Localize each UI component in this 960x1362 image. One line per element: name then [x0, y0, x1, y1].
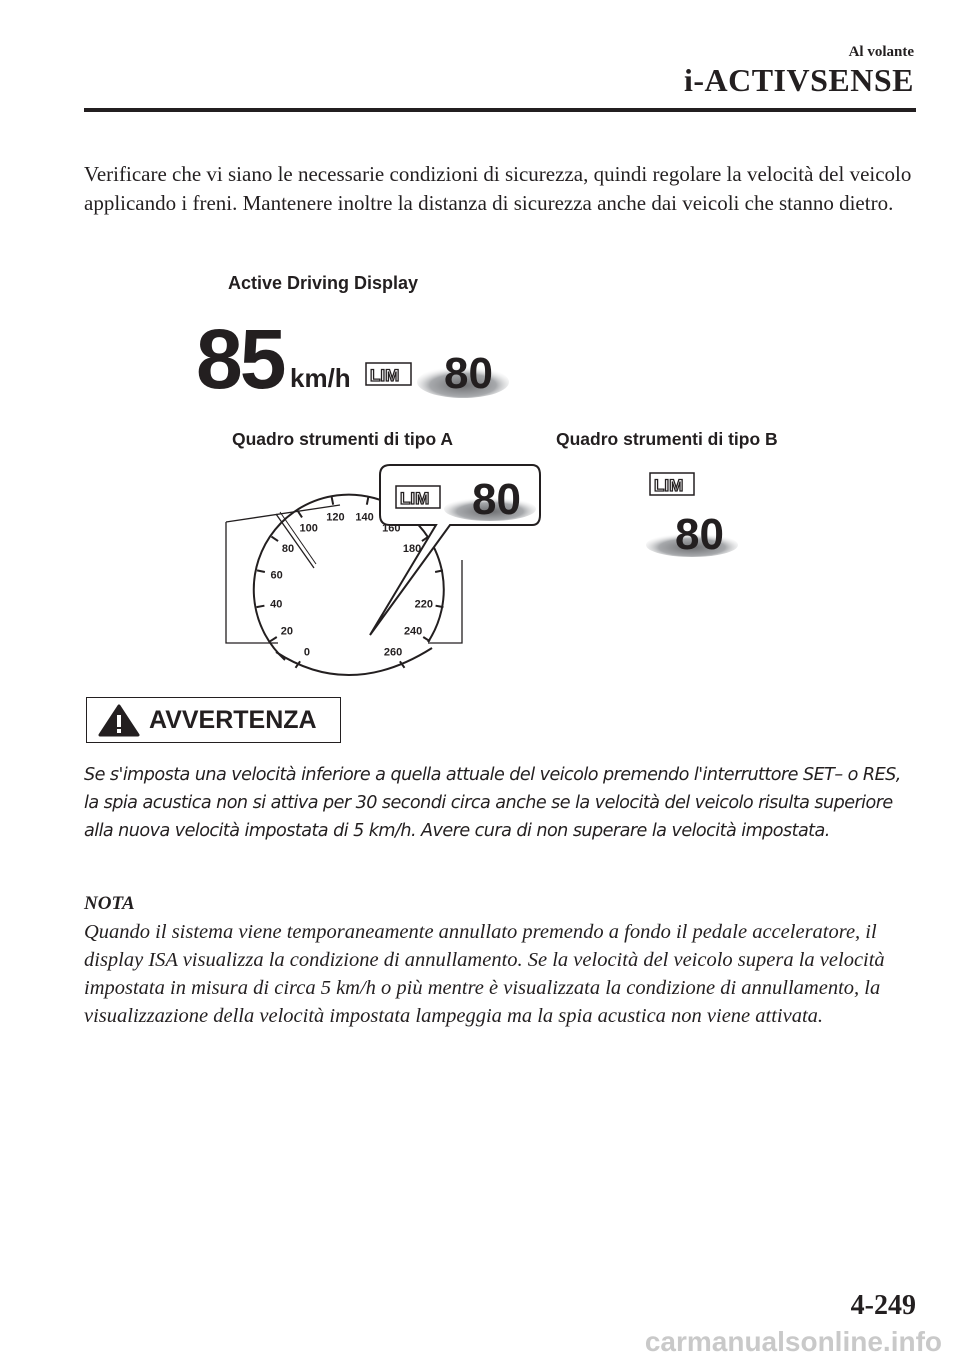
gauge-tick-label: 100 — [299, 522, 318, 535]
current-speed-value: 85 — [196, 312, 284, 406]
warning-triangle-icon — [97, 703, 141, 737]
limit-speed-b: 80 — [675, 510, 724, 559]
watermark: carmanualsonline.info — [644, 1326, 942, 1357]
gauge-tick-label: 160 — [382, 522, 401, 535]
gauge-tick — [271, 537, 278, 542]
speed-limit-figure — [180, 260, 820, 680]
speed-unit: km/h — [290, 363, 351, 393]
header-rule — [84, 108, 916, 112]
note-heading: NOTA — [84, 893, 135, 914]
gauge-tick-label: 220 — [414, 598, 433, 611]
lim-label-top: LIM — [370, 366, 400, 385]
gauge-tick — [270, 637, 277, 641]
gauge-tick-label: 60 — [270, 569, 283, 582]
warning-text: Se s'imposta una velocità inferiore a quella attuale del veicolo premendo l'interruttore SET– o RES, la spia acustica non si attiva per 30 secondi circa anche se la velocità del veicolo risulta superiore alla nuova velocità impostata di 5 km/h. Avere cura di non superare la velocità impostata. — [84, 765, 901, 841]
page-number: 4-249 — [850, 1290, 916, 1321]
gauge-tick-label: 180 — [402, 542, 422, 555]
note-text: Quando il sistema viene temporaneamente annullato premendo a fondo il pedale acceleratore, il display ISA visualizza la condizione di annullamento. Se la velocità del veicolo supera la velocità impostata in misura di circa 5 km/h o più mentre è visualizzata la condizione di annullamento, la visualizzazione della velocità impostata lampeggia ma la spia acustica non viene attivata. — [84, 921, 885, 1027]
gauge-tick-label: 80 — [281, 542, 295, 555]
cluster-b-label: Quadro strumenti di tipo B — [556, 429, 778, 449]
active-display-label: Active Driving Display — [228, 273, 419, 293]
gauge-tick-label: 140 — [355, 511, 374, 524]
warning-box — [86, 697, 341, 743]
lim-label-b: LIM — [654, 476, 684, 495]
section-title: i-ACTIVSENSE — [683, 62, 914, 98]
gauge-tick — [436, 606, 444, 607]
gauge-tick-label: 0 — [303, 646, 311, 659]
body-paragraph: Verificare che vi siano le necessarie condizioni di sicurezza, quindi regolare la velocità del veicolo applicando i freni. Mantenere inoltre la distanza di sicurezza anche dai veicoli che stanno dietro. — [84, 162, 912, 215]
warning-title: AVVERTENZA — [149, 705, 317, 734]
limit-speed-top: 80 — [444, 349, 493, 398]
gauge-tick-label: 120 — [326, 511, 345, 524]
gauge-tick-label: 240 — [403, 625, 423, 638]
section-subtitle: Al volante — [848, 44, 914, 60]
gauge-tick — [367, 497, 369, 505]
gauge-tick — [257, 606, 265, 607]
gauge-tick — [332, 497, 334, 505]
gauge-tick-label: 260 — [383, 646, 403, 659]
gauge-tick — [298, 511, 302, 518]
lim-label-a: LIM — [400, 489, 430, 508]
limit-speed-a: 80 — [472, 475, 521, 524]
gauge-tick-label: 20 — [280, 625, 294, 638]
gauge-tick-label: 40 — [270, 598, 283, 611]
cluster-a-label: Quadro strumenti di tipo A — [232, 429, 454, 449]
gauge-tick — [257, 570, 265, 572]
